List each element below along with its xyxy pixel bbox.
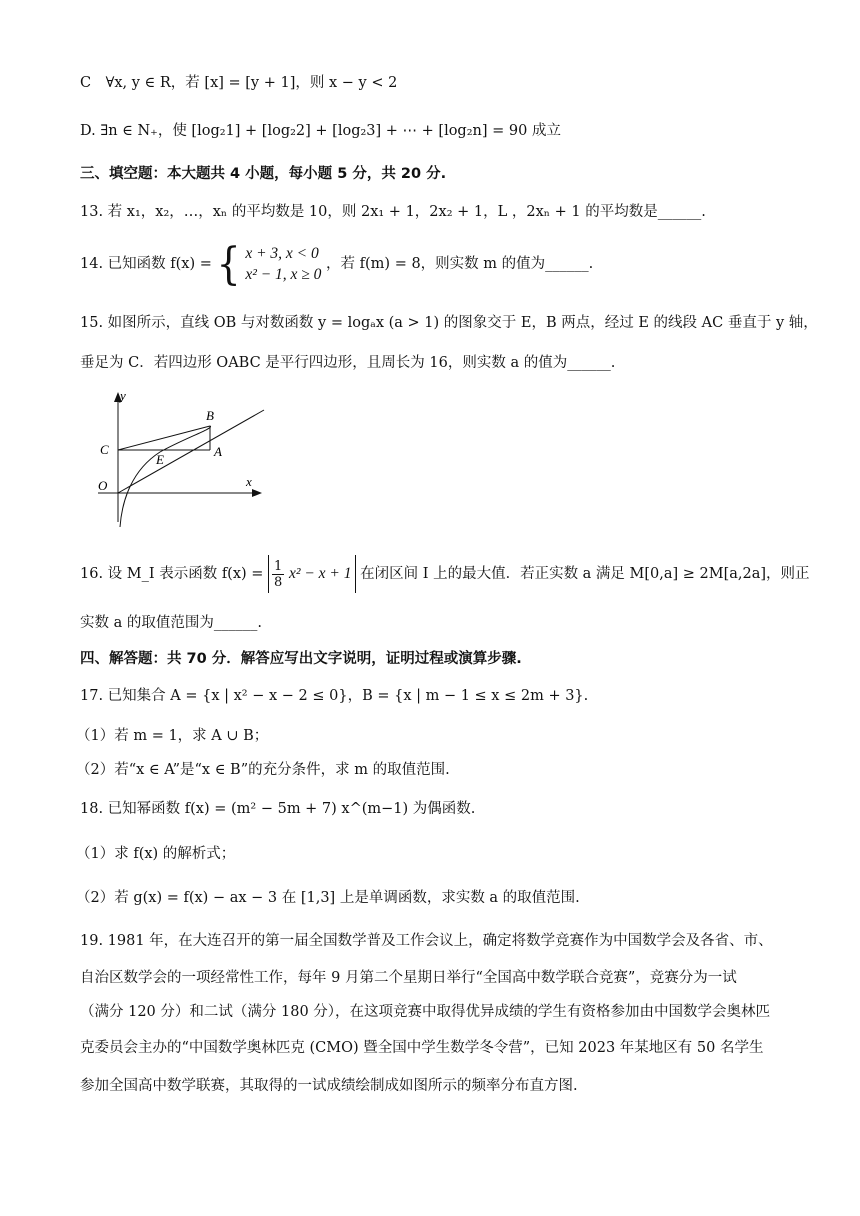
q14-case-1: x + 3, x < 0 — [245, 245, 319, 262]
section-3-heading: 三、填空题：本大题共 4 小题，每小题 5 分，共 20 分. — [80, 166, 447, 182]
q14-brace: { — [216, 238, 241, 290]
label-x: x — [246, 474, 252, 489]
q14-suffix: ，若 f(m) = 8，则实数 m 的值为______. — [326, 256, 594, 272]
line-ob — [118, 410, 264, 493]
question-18-stem: 18. 已知幂函数 f(x) = (m² − 5m + 7) x^(m−1) 为偶函数. — [80, 801, 476, 817]
question-14 — [80, 238, 800, 290]
q15-graph — [90, 390, 280, 530]
q14-case-2: x² − 1, x ≥ 0 — [245, 266, 322, 283]
q14-prefix: 14. 已知函数 f(x) = — [80, 256, 212, 272]
question-17-stem: 17. 已知集合 A = {x | x² − x − 2 ≤ 0}，B = {x | m − 1 ≤ x ≤ 2m + 3}. — [80, 688, 589, 704]
option-d: D. ∃n ∈ N₊，使 [log₂1] + [log₂2] + [log₂3] + ⋯ + [log₂n] = 90 成立 — [80, 123, 561, 139]
label-o: O — [98, 478, 108, 493]
q16-prefix: 16. 设 M_I 表示函数 f(x) = — [80, 566, 264, 582]
x-axis-arrow — [252, 489, 262, 497]
question-19-line-3: （满分 120 分）和二试（满分 180 分），在这项竞赛中取得优异成绩的学生有资格参加由中国数学会奥林匹 — [80, 1004, 771, 1020]
question-16 — [80, 553, 810, 595]
label-c: C — [100, 442, 109, 457]
question-16-line-2: 实数 a 的取值范围为______. — [80, 615, 262, 631]
option-c: C ∀x, y ∈ R，若 [x] = [y + 1]，则 x − y < 2 — [80, 75, 398, 91]
question-15-line-1: 15. 如图所示，直线 OB 与对数函数 y = logₐx (a > 1) 的图象交于 E，B 两点，经过 E 的线段 AC 垂直于 y 轴， — [80, 315, 818, 331]
question-19-line-2: 自治区数学会的一项经常性工作，每年 9 月第二个星期日举行“全国高中数学联合竞赛”，竞赛分为一试 — [80, 970, 737, 986]
log-curve — [120, 426, 211, 527]
q16-frac-num: 1 — [274, 558, 283, 574]
q16-frac-den: 8 — [274, 574, 283, 590]
question-17-part-2: （2）若“x ∈ A”是“x ∈ B”的充分条件，求 m 的取值范围. — [76, 762, 450, 778]
label-b: B — [206, 408, 214, 423]
label-a: A — [214, 444, 222, 459]
question-15-line-2: 垂足为 C．若四边形 OABC 是平行四边形，且周长为 16，则实数 a 的值为______. — [80, 355, 616, 371]
segment-cb — [118, 426, 210, 450]
label-y: y — [120, 390, 126, 403]
q16-suffix: 在闭区间 I 上的最大值．若正实数 a 满足 M[0,a] ≥ 2M[a,2a]，则正 — [360, 566, 810, 582]
label-e: E — [156, 452, 164, 467]
question-18-part-1: （1）求 f(x) 的解析式； — [76, 846, 236, 862]
question-17-part-1: （1）若 m = 1，求 A ∪ B； — [76, 728, 269, 744]
question-18-part-2: （2）若 g(x) = f(x) − ax − 3 在 [1,3] 上是单调函数，求实数 a 的取值范围. — [76, 890, 580, 906]
q14-piecewise — [245, 243, 321, 285]
q16-abs-rest: x² − x + 1 — [288, 565, 352, 582]
q16-fraction — [272, 559, 284, 590]
question-19-line-5: 参加全国高中数学联赛，其取得的一试成绩绘制成如图所示的频率分布直方图. — [80, 1078, 578, 1094]
section-4-heading: 四、解答题：共 70 分．解答应写出文字说明，证明过程或演算步骤. — [80, 651, 522, 667]
q16-abs — [268, 555, 355, 593]
question-13: 13. 若 x₁，x₂，…，xₙ 的平均数是 10，则 2x₁ + 1，2x₂ + 1，L ，2xₙ + 1 的平均数是______. — [80, 204, 706, 220]
question-19-line-1: 19. 1981 年，在大连召开的第一届全国数学普及工作会议上，确定将数学竞赛作为中国数学会及各省、市、 — [80, 933, 773, 949]
question-19-line-4: 克委员会主办的“中国数学奥林匹克 (CMO) 暨全国中学生数学冬令营”，已知 2023 年某地区有 50 名学生 — [80, 1040, 764, 1056]
q15-figure — [90, 390, 280, 534]
